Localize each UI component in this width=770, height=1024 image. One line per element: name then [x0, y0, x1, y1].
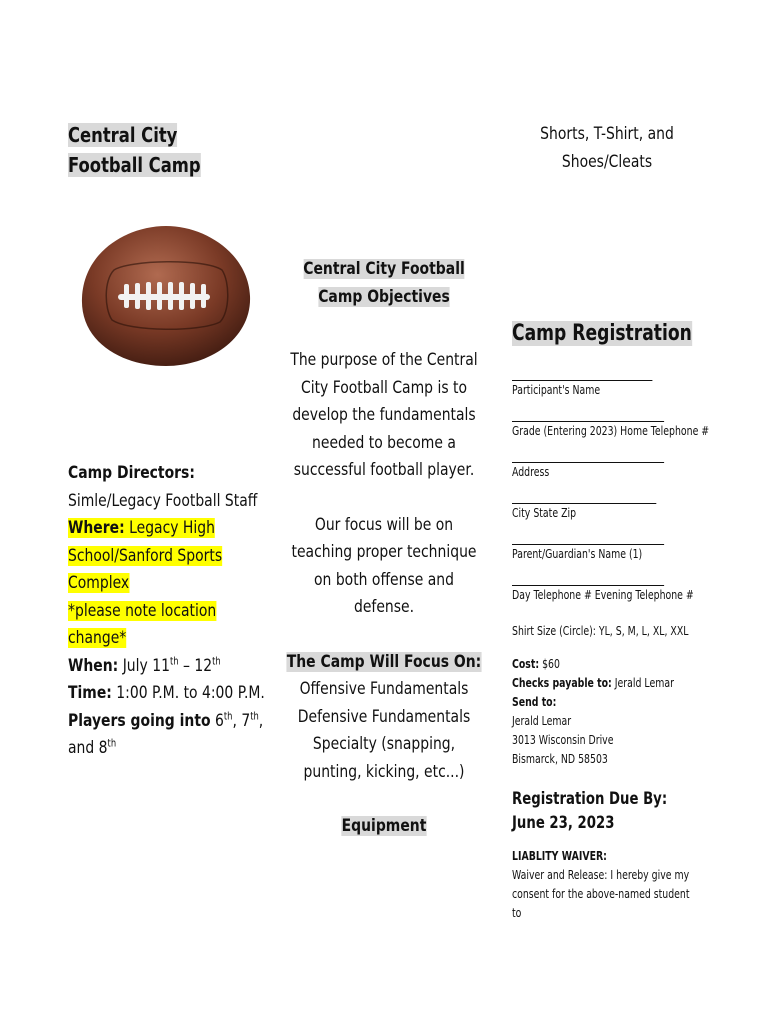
cost-line: Cost: $60: [512, 657, 560, 671]
when-value: July 11th – 12th: [122, 655, 221, 676]
attire-text: Shorts, T-Shirt, and Shoes/Cleats: [540, 124, 674, 172]
players-line: [68, 708, 273, 763]
directors-label: Camp Directors:: [68, 463, 195, 483]
when-line: [68, 653, 273, 681]
field-parent-name[interactable]: Parent/Guardian's Name (1): [512, 532, 730, 564]
location-note: *please note location change*: [68, 600, 217, 648]
send-line: Bismarck, ND 58503: [512, 752, 608, 766]
focus-item: Defensive Fundamentals: [297, 706, 471, 727]
purpose-text: The purpose of the Central City Football Camp is to develop the fundamentals needed to become a successful football player.: [290, 350, 478, 480]
players-value: 6th, 7th, and 8th: [68, 710, 264, 758]
field-city-state-zip[interactable]: City State Zip: [512, 491, 730, 523]
waiver-label: LIABLITY WAIVER:: [512, 849, 607, 863]
field-participant-name[interactable]: Participant's Name: [512, 368, 730, 400]
directors-value: Simle/Legacy Football Staff: [68, 490, 258, 511]
objectives-heading: Central City Football Camp Objectives: [303, 259, 465, 307]
field-telephones[interactable]: Day Telephone # Evening Telephone #: [512, 573, 730, 605]
camp-details: [68, 460, 273, 763]
send-line: Jerald Lemar: [512, 714, 572, 728]
football-icon: [74, 220, 254, 370]
time-value: 1:00 P.M. to 4:00 P.M.: [116, 683, 265, 703]
registration-due: Registration Due By: June 23, 2023: [512, 789, 668, 833]
focus-item: Specialty (snapping, punting, kicking, etc...): [303, 734, 465, 782]
send-line: 3013 Wisconsin Drive: [512, 733, 614, 747]
where-value: Legacy High School/Sanford Sports Complex: [68, 518, 223, 593]
time-label: Time:: [68, 683, 112, 703]
camp-title-text: Central City Football Camp: [68, 123, 201, 177]
waiver-text: Waiver and Release: I hereby give my consent for the above-named student to: [512, 868, 690, 920]
checks-line: Checks payable to: Jerald Lemar: [512, 676, 674, 690]
when-label: When:: [68, 655, 119, 676]
focus-item: Offensive Fundamentals: [299, 679, 469, 699]
shirt-size: Shirt Size (Circle): YL, S, M, L, XL, XXL: [512, 624, 689, 638]
field-address[interactable]: Address: [512, 450, 730, 482]
camp-title: [68, 120, 232, 180]
time-line: [68, 680, 273, 708]
focus-heading: The Camp Will Focus On:: [286, 651, 482, 672]
field-grade-phone[interactable]: Grade (Entering 2023) Home Telephone #: [512, 409, 730, 441]
where-line: [68, 515, 273, 598]
registration-form: [512, 318, 732, 923]
players-label: Players going into: [68, 710, 211, 731]
objectives-column: [286, 256, 482, 841]
equipment-heading: Equipment: [341, 816, 427, 836]
registration-heading: Camp Registration: [512, 321, 692, 346]
focus-text: Our focus will be on teaching proper technique on both offense and defense.: [291, 514, 477, 617]
where-label: Where:: [68, 518, 125, 538]
send-label: Send to:: [512, 695, 557, 709]
